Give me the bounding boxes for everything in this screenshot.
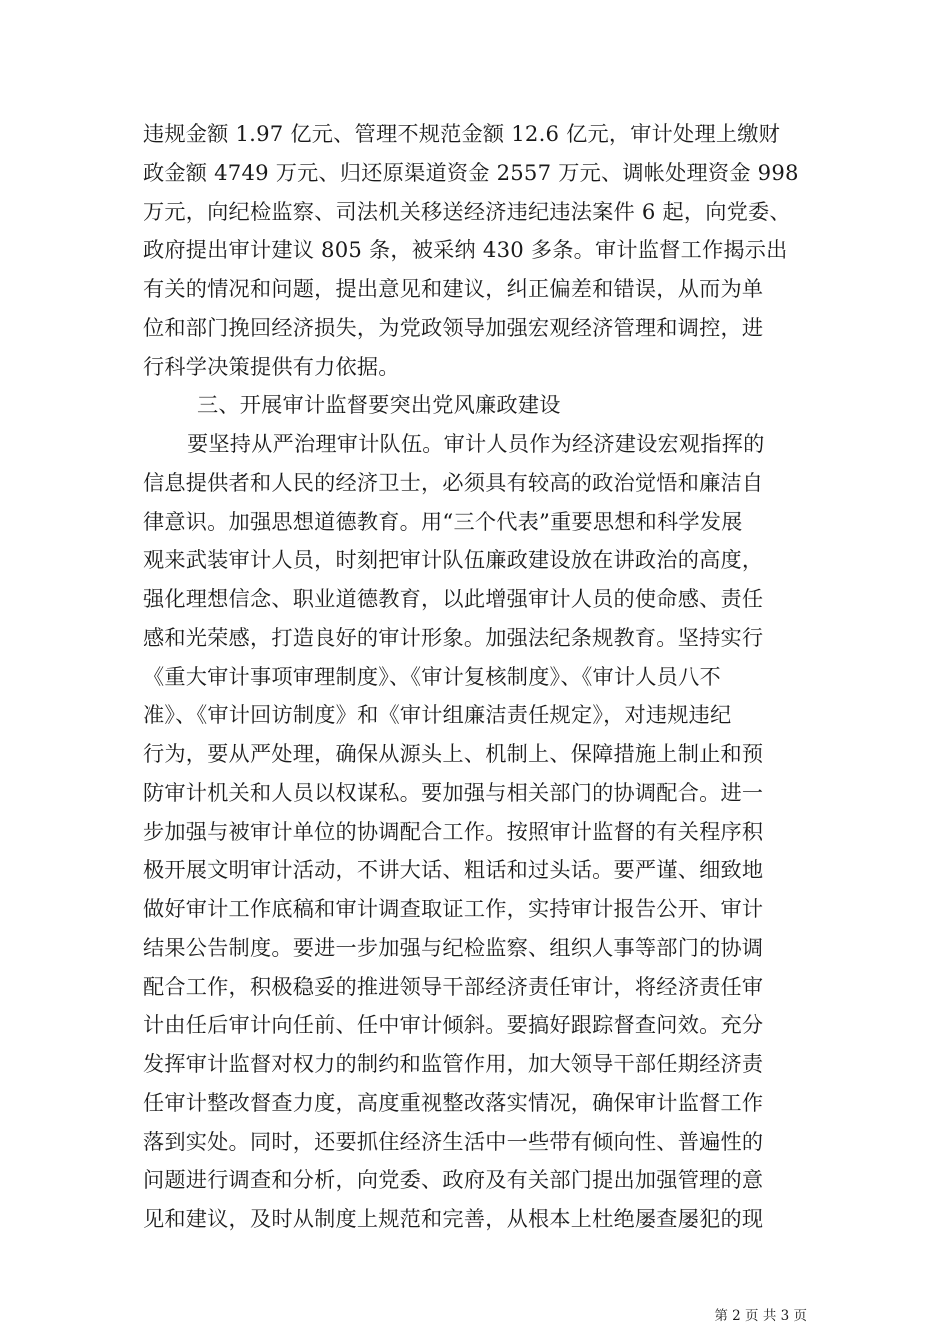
text-line: 位和部门挽回经济损失，为党政领导加强宏观经济管理和调控，进 xyxy=(143,314,764,340)
text-line: 要坚持从严治理审计队伍。审计人员作为经济建设宏观指挥的 xyxy=(187,431,765,456)
text-line: 违规金额 1.97 亿元、管理不规范金额 12.6 亿元，审计处理上缴财 xyxy=(143,121,780,146)
text-line: 极开展文明审计活动，不讲大话、粗话和过头话。要严谨、细致地 xyxy=(143,857,764,883)
text-line: 万元，向纪检监察、司法机关移送经济违纪违法案件 6 起，向党委、 xyxy=(143,198,791,224)
section-heading: 三、开展审计监督要突出党风廉政建设 xyxy=(197,392,561,418)
text-line: 发挥审计监督对权力的制约和监管作用，加大领导干部任期经济责 xyxy=(143,1051,764,1076)
text-line: 行科学决策提供有力依据。 xyxy=(143,353,400,379)
text-line: 做好审计工作底稿和审计调查取证工作，实持审计报告公开、审计 xyxy=(143,896,764,921)
text-line: 《重大审计事项审理制度》、《审计复核制度》、《审计人员八不 xyxy=(143,663,721,689)
text-line: 准》、《审计回访制度》和《审计组廉洁责任规定》，对违规违纪 xyxy=(143,702,732,728)
text-line: 任审计整改督查力度，高度重视整改落实情况，确保审计监督工作 xyxy=(143,1089,764,1115)
text-line: 步加强与被审计单位的协调配合工作。按照审计监督的有关程序积 xyxy=(143,818,764,844)
text-line: 见和建议，及时从制度上规范和完善，从根本上杜绝屡查屡犯的现 xyxy=(143,1206,764,1231)
document-body xyxy=(143,115,811,1239)
text-line: 律意识。加强思想道德教育。用“三个代表”重要思想和科学发展 xyxy=(143,508,743,534)
text-line: 防审计机关和人员以权谋私。要加强与相关部门的协调配合。进一 xyxy=(143,779,764,805)
text-line: 政府提出审计建议 805 条，被采纳 430 多条。审计监督工作揭示出 xyxy=(143,237,788,263)
text-line: 强化理想信念、职业道德教育，以此增强审计人员的使命感、责任 xyxy=(143,586,764,611)
text-line: 计由任后审计向任前、任中审计倾斜。要搞好跟踪督查问效。充分 xyxy=(143,1012,764,1038)
text-line: 有关的情况和问题，提出意见和建议，纠正偏差和错误，从而为单 xyxy=(143,276,764,301)
text-line: 感和光荣感，打造良好的审计形象。加强法纪条规教育。坚持实行 xyxy=(143,624,764,650)
text-line: 落到实处。同时，还要抓住经济生活中一些带有倾向性、普遍性的 xyxy=(143,1128,764,1154)
text-line: 问题进行调查和分析，向党委、政府及有关部门提出加强管理的意 xyxy=(143,1167,764,1193)
text-line: 观来武装审计人员，时刻把审计队伍廉政建设放在讲政治的高度， xyxy=(143,547,764,573)
text-line: 行为，要从严处理，确保从源头上、机制上、保障措施上制止和预 xyxy=(143,741,764,766)
text-line: 配合工作，积极稳妥的推进领导干部经济责任审计，将经济责任审 xyxy=(143,973,764,999)
text-line: 政金额 4749 万元、归还原渠道资金 2557 万元、调帐处理资金 998 xyxy=(143,159,799,185)
page-number-footer: 第 2 页 共 3 页 xyxy=(714,1308,807,1324)
text-line: 信息提供者和人民的经济卫士，必须具有较高的政治觉悟和廉洁自 xyxy=(143,469,764,495)
text-line: 结果公告制度。要进一步加强与纪检监察、组织人事等部门的协调 xyxy=(143,934,764,960)
